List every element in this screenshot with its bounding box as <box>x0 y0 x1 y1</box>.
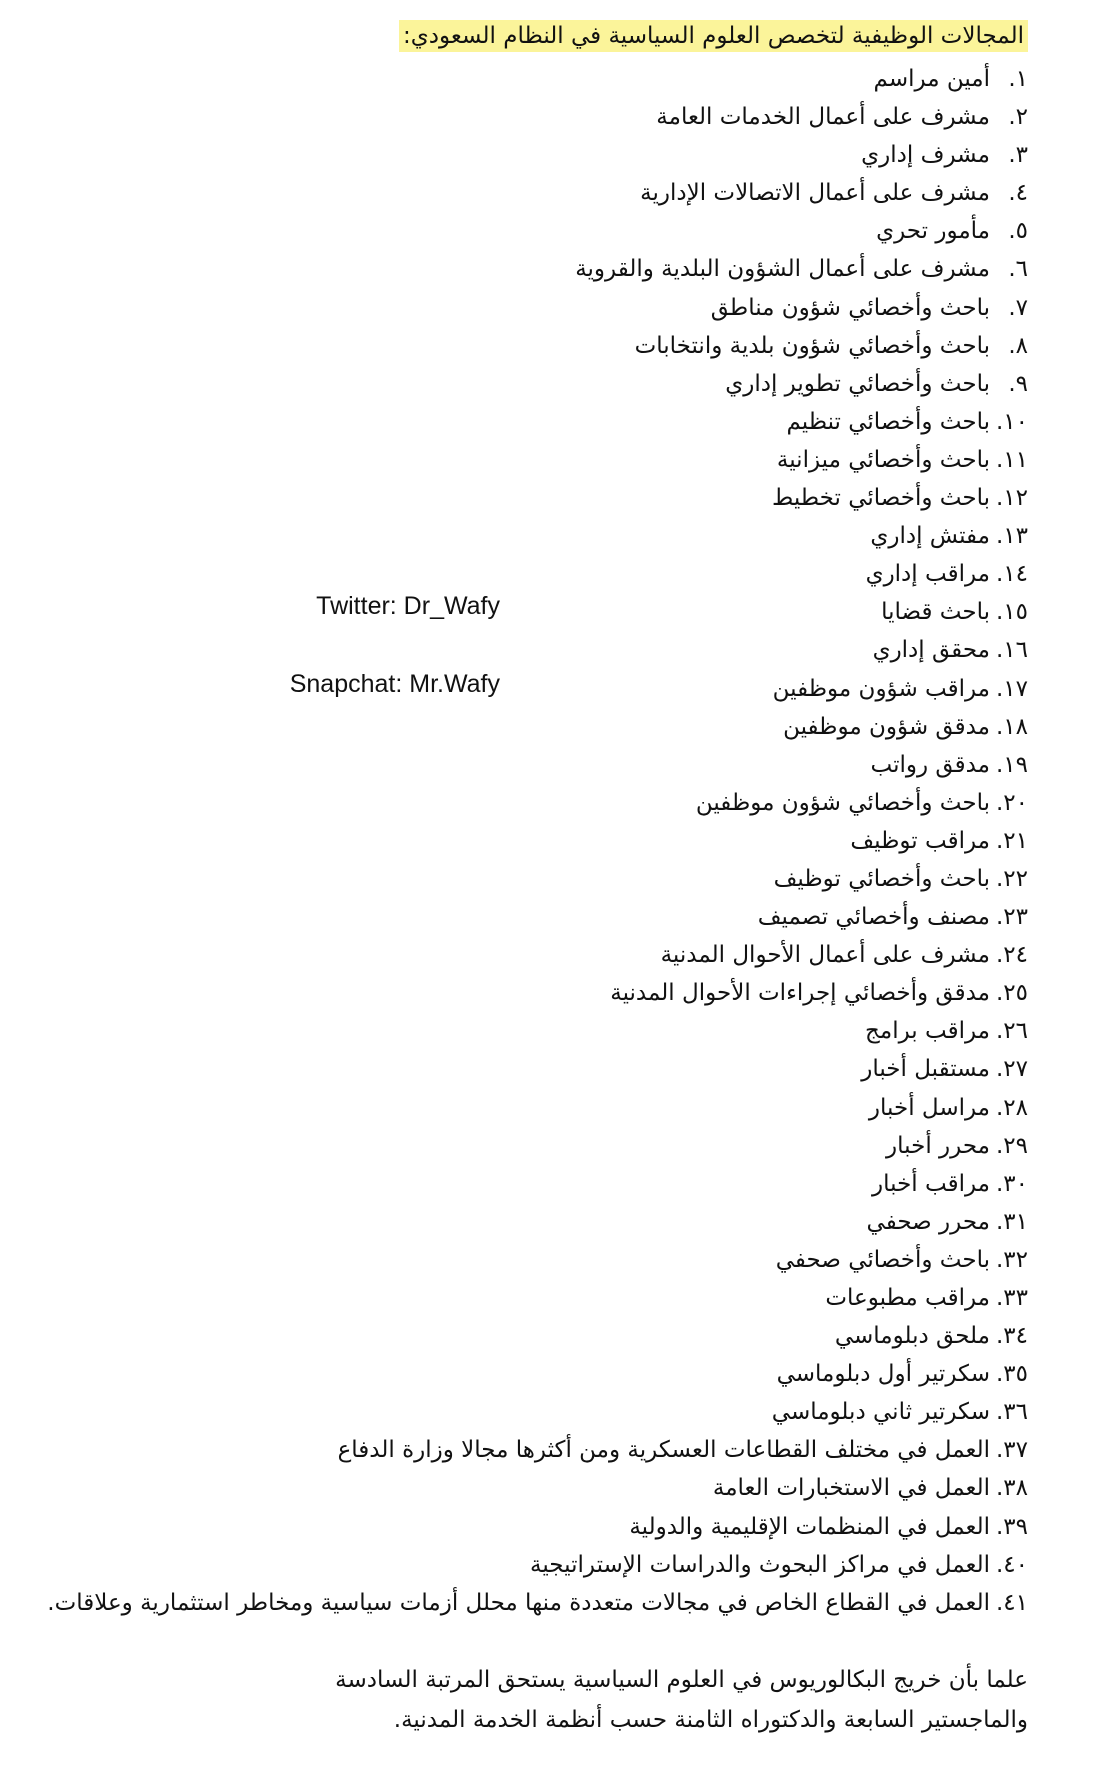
list-item-text: مدقق شؤون موظفين <box>783 713 990 740</box>
list-item <box>47 936 1028 974</box>
list-item <box>47 174 1028 212</box>
list-item-number: ٣٠. <box>995 1170 1028 1197</box>
list-item <box>47 1203 1028 1241</box>
list-item-text: العمل في مختلف القطاعات العسكرية ومن أكثرها مجالا وزارة الدفاع <box>337 1437 990 1464</box>
list-item <box>47 1089 1028 1127</box>
list-item <box>47 1279 1028 1317</box>
list-item <box>47 1431 1028 1469</box>
list-item-number: ٣٩. <box>995 1513 1028 1540</box>
list-item <box>47 136 1028 174</box>
list-item-number: ٣٥. <box>995 1361 1028 1388</box>
list-item-number: ١٤. <box>995 561 1028 588</box>
list-item-text: مراقب أخبار <box>872 1170 990 1197</box>
list-item-text: مراسل أخبار <box>868 1094 990 1121</box>
list-item-text: باحث قضايا <box>881 599 990 626</box>
list-item-number: ٦. <box>1008 256 1028 283</box>
list-item-number: ٢٩. <box>995 1132 1028 1159</box>
list-item-number: ٣٧. <box>995 1437 1028 1464</box>
list-item-text: باحث وأخصائي توظيف <box>773 865 990 892</box>
list-item-text: مستقبل أخبار <box>861 1056 990 1083</box>
list-item-text: سكرتير ثاني دبلوماسي <box>771 1399 990 1426</box>
list-item-number: ٤٠. <box>995 1551 1028 1578</box>
list-item <box>47 670 1028 708</box>
list-item-text: محرر أخبار <box>886 1132 990 1159</box>
list-item <box>47 1355 1028 1393</box>
list-item-number: ٣٢. <box>995 1246 1028 1273</box>
list-item-number: ٣٦. <box>995 1399 1028 1426</box>
list-item <box>47 60 1028 98</box>
list-item-number: ٧. <box>1008 294 1028 321</box>
list-item-text: باحث وأخصائي تطوير إداري <box>725 370 990 397</box>
list-item-text: باحث وأخصائي شؤون بلدية وانتخابات <box>634 332 990 359</box>
list-item <box>47 250 1028 288</box>
list-item-number: ١١. <box>995 446 1028 473</box>
list-item <box>47 1241 1028 1279</box>
list-item-text: العمل في القطاع الخاص في مجالات متعددة منها محلل أزمات سياسية ومخاطر استثمارية وعلاقات. <box>47 1589 990 1616</box>
list-item <box>47 784 1028 822</box>
list-item <box>47 631 1028 669</box>
page-title: المجالات الوظيفية لتخصص العلوم السياسية في النظام السعودي: <box>399 20 1028 52</box>
list-item-number: ٤. <box>1008 180 1028 207</box>
list-item <box>47 974 1028 1012</box>
job-fields-list <box>47 60 1028 1622</box>
list-item-number: ٣٣. <box>995 1285 1028 1311</box>
list-item-text: العمل في المنظمات الإقليمية والدولية <box>629 1513 990 1540</box>
list-item-number: ١٣. <box>995 523 1028 550</box>
list-item <box>47 555 1028 593</box>
list-item <box>47 403 1028 441</box>
list-item-number: ٢٠. <box>995 789 1028 816</box>
list-item-number: ٢٥. <box>995 980 1028 1007</box>
list-item-number: ١. <box>1008 66 1028 92</box>
list-item-number: ٢٤. <box>995 942 1028 969</box>
list-item-number: ٢٣. <box>995 904 1028 931</box>
list-item <box>47 289 1028 327</box>
rank-note-line-1: علما بأن خريج البكالوريوس في العلوم السياسية يستحق المرتبة السادسة <box>335 1667 1028 1693</box>
list-item-text: باحث وأخصائي تخطيط <box>772 485 990 512</box>
list-item <box>47 1393 1028 1431</box>
list-item-text: سكرتير أول دبلوماسي <box>776 1361 990 1388</box>
list-item <box>47 898 1028 936</box>
list-item-number: ١٨. <box>995 713 1028 740</box>
list-item-number: ٩. <box>1008 370 1028 397</box>
list-item-text: باحث وأخصائي صحفي <box>775 1246 990 1273</box>
list-item-number: ٢. <box>1008 104 1028 131</box>
rank-note-line-2: والماجستير السابعة والدكتوراه الثامنة حسب أنظمة الخدمة المدنية. <box>393 1707 1028 1733</box>
twitter-handle: Twitter: Dr_Wafy <box>316 592 500 620</box>
list-item <box>47 1584 1028 1622</box>
list-item-number: ١٥. <box>995 599 1028 626</box>
list-item-number: ٢٧. <box>995 1056 1028 1083</box>
list-item <box>47 1317 1028 1355</box>
list-item <box>47 517 1028 555</box>
list-item <box>47 1012 1028 1050</box>
list-item-number: ٢٨. <box>995 1094 1028 1121</box>
list-item <box>47 327 1028 365</box>
rank-note <box>28 1660 1028 1740</box>
list-item-text: مدقق وأخصائي إجراءات الأحوال المدنية <box>610 980 990 1007</box>
list-item-text: مراقب توظيف <box>850 827 990 854</box>
list-item-text: مشرف على أعمال الأحوال المدنية <box>660 942 990 969</box>
list-item-number: ٣٤. <box>995 1323 1028 1350</box>
list-item-text: ملحق دبلوماسي <box>834 1323 990 1350</box>
list-item-text: مشرف إداري <box>861 142 990 169</box>
list-item-number: ١٠. <box>995 408 1028 435</box>
list-item-text: مشرف على أعمال الشؤون البلدية والقروية <box>575 256 990 283</box>
list-item-number: ٢٢. <box>995 865 1028 892</box>
list-item-number: ٢١. <box>995 827 1028 854</box>
list-item <box>47 860 1028 898</box>
list-item-text: باحث وأخصائي شؤون مناطق <box>710 294 990 321</box>
list-item-text: باحث وأخصائي ميزانية <box>776 446 990 473</box>
list-item-text: مأمور تحري <box>876 218 990 245</box>
list-item <box>47 1165 1028 1203</box>
list-item-number: ١٢. <box>995 485 1028 512</box>
list-item-number: ٣٨. <box>995 1475 1028 1502</box>
list-item-text: أمين مراسم <box>873 66 990 92</box>
list-item-text: مراقب شؤون موظفين <box>772 675 990 702</box>
list-item-text: مصنف وأخصائي تصميف <box>757 904 990 931</box>
list-item <box>47 1127 1028 1165</box>
list-item <box>47 1050 1028 1088</box>
list-item-number: ٢٦. <box>995 1018 1028 1045</box>
list-item-number: ٣. <box>1008 142 1028 169</box>
list-item-text: باحث وأخصائي شؤون موظفين <box>695 789 990 816</box>
list-item-number: ١٩. <box>995 751 1028 778</box>
list-item-number: ١٧. <box>995 675 1028 702</box>
list-item <box>47 1469 1028 1507</box>
list-item-text: مشرف على أعمال الاتصالات الإدارية <box>640 180 990 207</box>
list-item <box>47 479 1028 517</box>
list-item <box>47 365 1028 403</box>
list-item <box>47 1546 1028 1584</box>
list-item <box>47 1508 1028 1546</box>
list-item-text: محقق إداري <box>872 637 990 664</box>
list-item-text: مراقب إداري <box>865 561 990 588</box>
list-item-number: ١٦. <box>995 637 1028 664</box>
list-item <box>47 822 1028 860</box>
list-item-text: العمل في مراكز البحوث والدراسات الإستراتيجية <box>530 1551 990 1578</box>
list-item <box>47 593 1028 631</box>
list-item-number: ٨. <box>1008 332 1028 359</box>
list-item-text: العمل في الاستخبارات العامة <box>712 1475 990 1502</box>
list-item-text: مراقب مطبوعات <box>825 1285 990 1311</box>
list-item <box>47 98 1028 136</box>
list-item-text: باحث وأخصائي تنظيم <box>786 408 990 435</box>
list-item-text: مشرف على أعمال الخدمات العامة <box>656 104 990 131</box>
list-item-number: ٣١. <box>995 1208 1028 1235</box>
list-item-text: مفتش إداري <box>870 523 990 550</box>
list-item-text: مدقق رواتب <box>870 751 990 778</box>
list-item <box>47 212 1028 250</box>
snapchat-handle: Snapchat: Mr.Wafy <box>289 670 500 698</box>
list-item-number: ٤١. <box>995 1589 1028 1616</box>
list-item <box>47 708 1028 746</box>
list-item-number: ٥. <box>1008 218 1028 245</box>
list-item <box>47 441 1028 479</box>
list-item-text: مراقب برامج <box>865 1018 990 1045</box>
list-item <box>47 746 1028 784</box>
list-item-text: محرر صحفي <box>866 1208 990 1235</box>
